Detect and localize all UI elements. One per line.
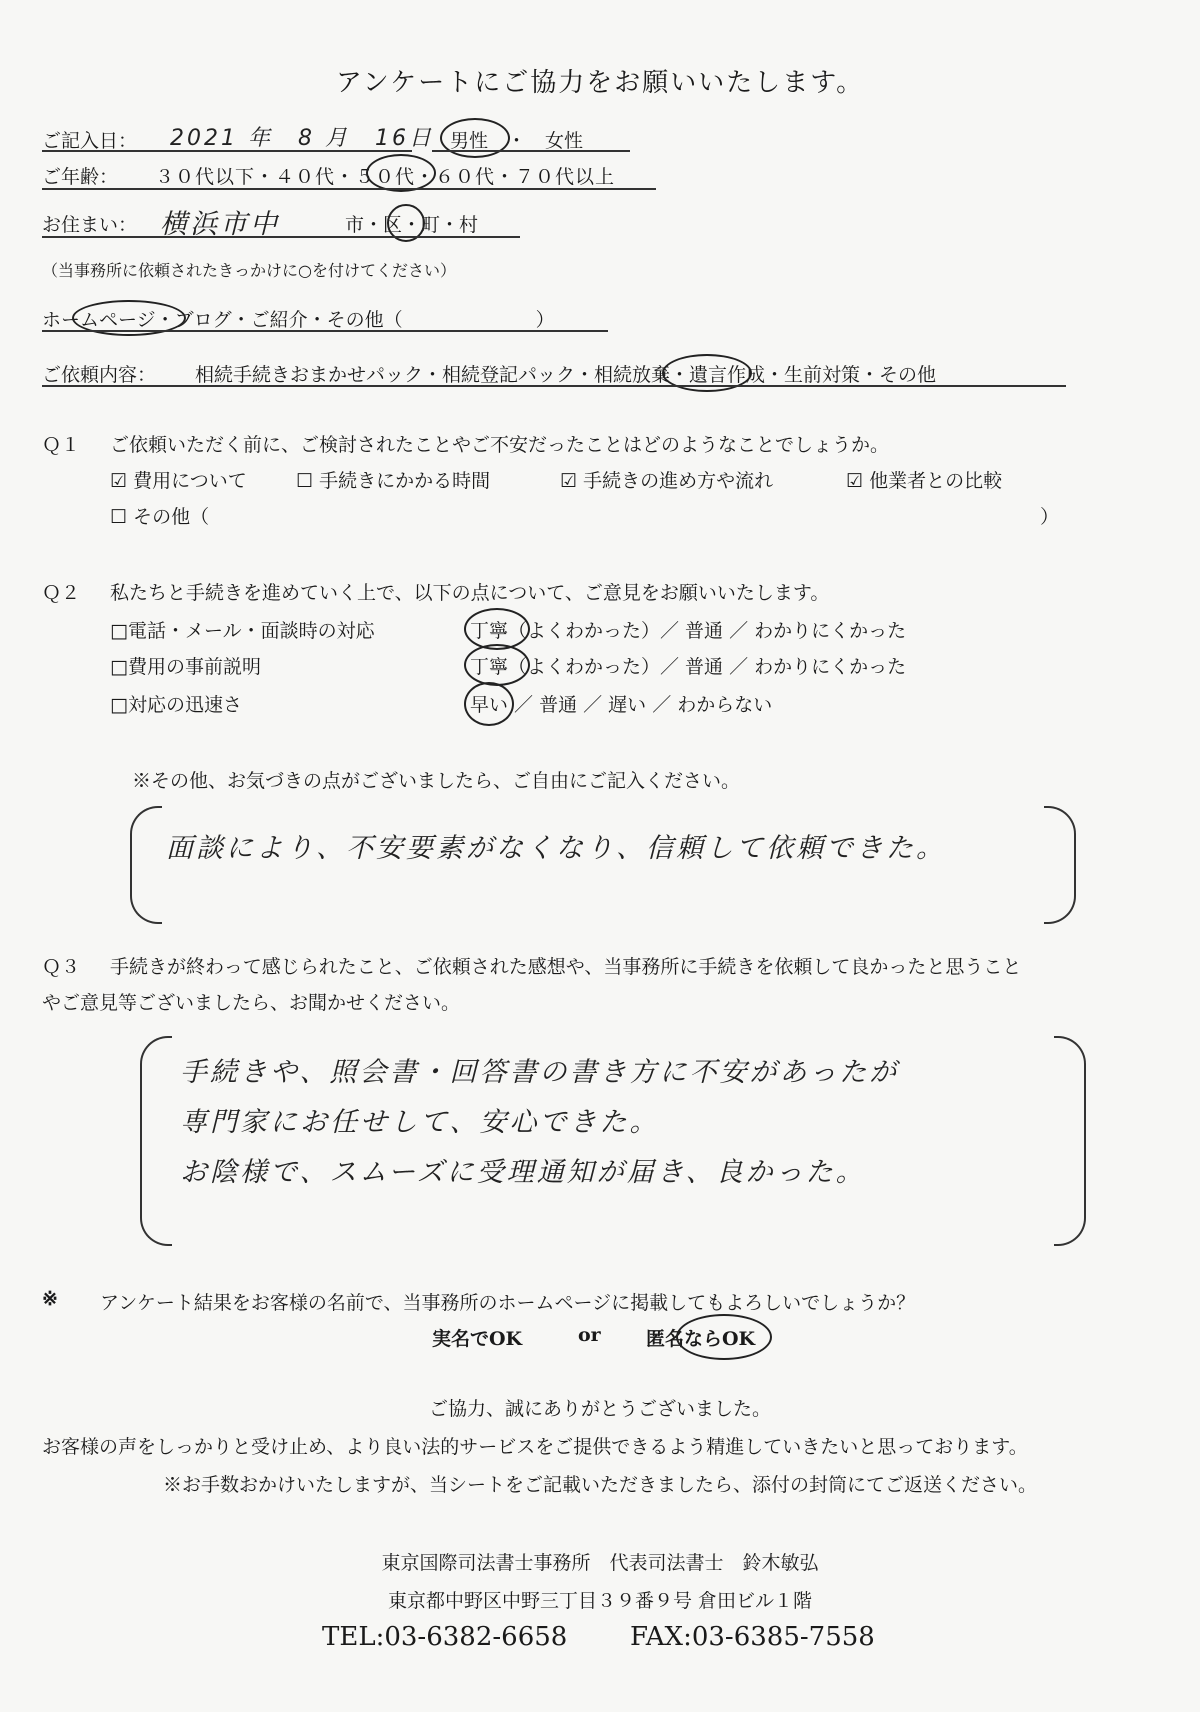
q1-checkbox-compare[interactable]: ☑	[846, 470, 864, 492]
q1-option-time: ☐ 手続きにかかる時間	[296, 470, 491, 492]
q2-item-phone: □電話・メール・面談時の対応	[110, 620, 375, 642]
page-title: アンケートにご協力をお願いいたします。	[335, 68, 865, 98]
q2-comment-box-right	[1044, 806, 1076, 924]
footer-tel: TEL:03-6382-6658	[322, 1622, 568, 1652]
q1-question: ご依頼いただく前に、ご検討されたことやご不安だったことはどのようなことでしょうか。	[110, 434, 890, 456]
age-underline	[42, 188, 656, 190]
q3-handwritten-line3: お陰様で、スムーズに受理通知が届き、良かった。	[180, 1157, 866, 1188]
q2-scale-cost: 丁寧（よくわかった）／ 普通 ／ わかりにくかった	[470, 656, 907, 678]
q2-handwritten-comment: 面談により、不安要素がなくなり、信頼して依頼できた。	[166, 833, 946, 864]
q1-checkbox-process[interactable]: ☑	[560, 470, 578, 492]
q2-scale-speed: 早い ／ 普通 ／ 遅い ／ わからない	[470, 694, 773, 716]
request-options: 相続手続きおまかせパック・相続登記パック・相続放棄・遺言作成・生前対策・その他	[195, 364, 937, 386]
closing-thanks: ご協力、誠にありがとうございました。	[428, 1398, 771, 1420]
q2-speed-selection-circle	[464, 682, 514, 726]
q1-option-compare: ☑ 他業者との比較	[846, 470, 1003, 492]
q1-other-close: ）	[1040, 506, 1060, 528]
gender-options: 男性 ・ 女性	[450, 130, 584, 152]
q2-other-prompt: ※その他、お気づきの点がございましたら、ご自由にご記入ください。	[132, 770, 741, 792]
q3-handwritten-line1: 手続きや、照会書・回答書の書き方に不安があったが	[180, 1057, 900, 1088]
residence-units: 市・区・町・村	[345, 214, 479, 236]
trigger-options: ホームページ・ブログ・ご紹介・その他（ ）	[42, 309, 555, 331]
publish-mark: ※	[42, 1288, 58, 1310]
age-selection-circle	[366, 154, 436, 192]
q3-comment-box-right	[1054, 1036, 1086, 1246]
publish-option-anon[interactable]: 匿名ならOK	[646, 1328, 756, 1350]
q1-option-cost: ☑ 費用について	[110, 470, 247, 492]
gender-selection-circle	[440, 118, 510, 158]
q2-scale-phone: 丁寧（よくわかった）／ 普通 ／ わかりにくかった	[470, 620, 907, 642]
q1-option-process: ☑ 手続きの進め方や流れ	[560, 470, 774, 492]
q1-option-other: ☐ その他（	[110, 506, 210, 528]
q1-checkbox-cost[interactable]: ☑	[110, 470, 128, 492]
trigger-note: （当事務所に依頼されたきっかけに○を付けてください）	[42, 261, 456, 280]
q2-cost-selection-circle	[464, 644, 530, 686]
residence-value: 横浜市中	[160, 209, 280, 240]
residence-underline	[42, 236, 520, 238]
footer-address: 東京都中野区中野三丁目３９番９号 倉田ビル１階	[387, 1590, 813, 1612]
closing-message: お客様の声をしっかりと受け止め、より良い法的サービスをご提供できるよう精進していきたいと思っております。	[42, 1436, 1028, 1458]
date-label: ご記入日：	[42, 130, 138, 152]
q3-question-line2: やご意見等ございましたら、お聞かせください。	[42, 992, 461, 1014]
age-options: ３０代以下・４０代・５０代・６０代・７０代以上	[155, 166, 616, 188]
q3-comment-box-left	[140, 1036, 172, 1246]
date-value: 2021 年 8 月 16日	[170, 126, 434, 151]
q3-question-line1: 手続きが終わって感じられたこと、ご依頼された感想や、当事務所に手続きを依頼して良かったと思うこと	[110, 956, 1022, 978]
q2-item-cost: □費用の事前説明	[110, 656, 261, 678]
residence-label: お住まい：	[42, 214, 138, 236]
trigger-underline	[42, 330, 608, 332]
publish-or: or	[578, 1324, 601, 1346]
footer-fax: FAX:03-6385-7558	[630, 1622, 875, 1652]
q1-checkbox-time[interactable]: ☐	[296, 470, 314, 492]
date-underline	[42, 150, 412, 152]
request-underline	[42, 385, 1066, 387]
age-label: ご年齢：	[42, 166, 119, 188]
request-label: ご依頼内容：	[42, 364, 157, 386]
q2-question: 私たちと手続きを進めていく上で、以下の点について、ご意見をお願いいたします。	[110, 582, 830, 604]
publish-option-real[interactable]: 実名でOK	[432, 1328, 523, 1350]
publish-question: アンケート結果をお客様の名前で、当事務所のホームページに掲載してもよろしいでしょうか？	[100, 1292, 916, 1314]
q2-item-speed: □対応の迅速さ	[110, 694, 242, 716]
q3-number: Ｑ３	[42, 956, 81, 978]
closing-return-note: ※お手数おかけいたしますが、当シートをご記載いただきましたら、添付の封筒にてご返送ください。	[162, 1474, 1037, 1496]
q1-checkbox-other[interactable]: ☐	[110, 506, 128, 528]
q2-comment-box-left	[130, 806, 162, 924]
q1-number: Ｑ１	[42, 434, 81, 456]
publish-selection-circle	[676, 1314, 772, 1360]
q2-number: Ｑ２	[42, 582, 81, 604]
q3-handwritten-line2: 専門家にお任せして、安心できた。	[180, 1107, 660, 1138]
gender-underline	[432, 150, 630, 152]
footer-office: 東京国際司法書士事務所 代表司法書士 鈴木敏弘	[381, 1552, 819, 1574]
